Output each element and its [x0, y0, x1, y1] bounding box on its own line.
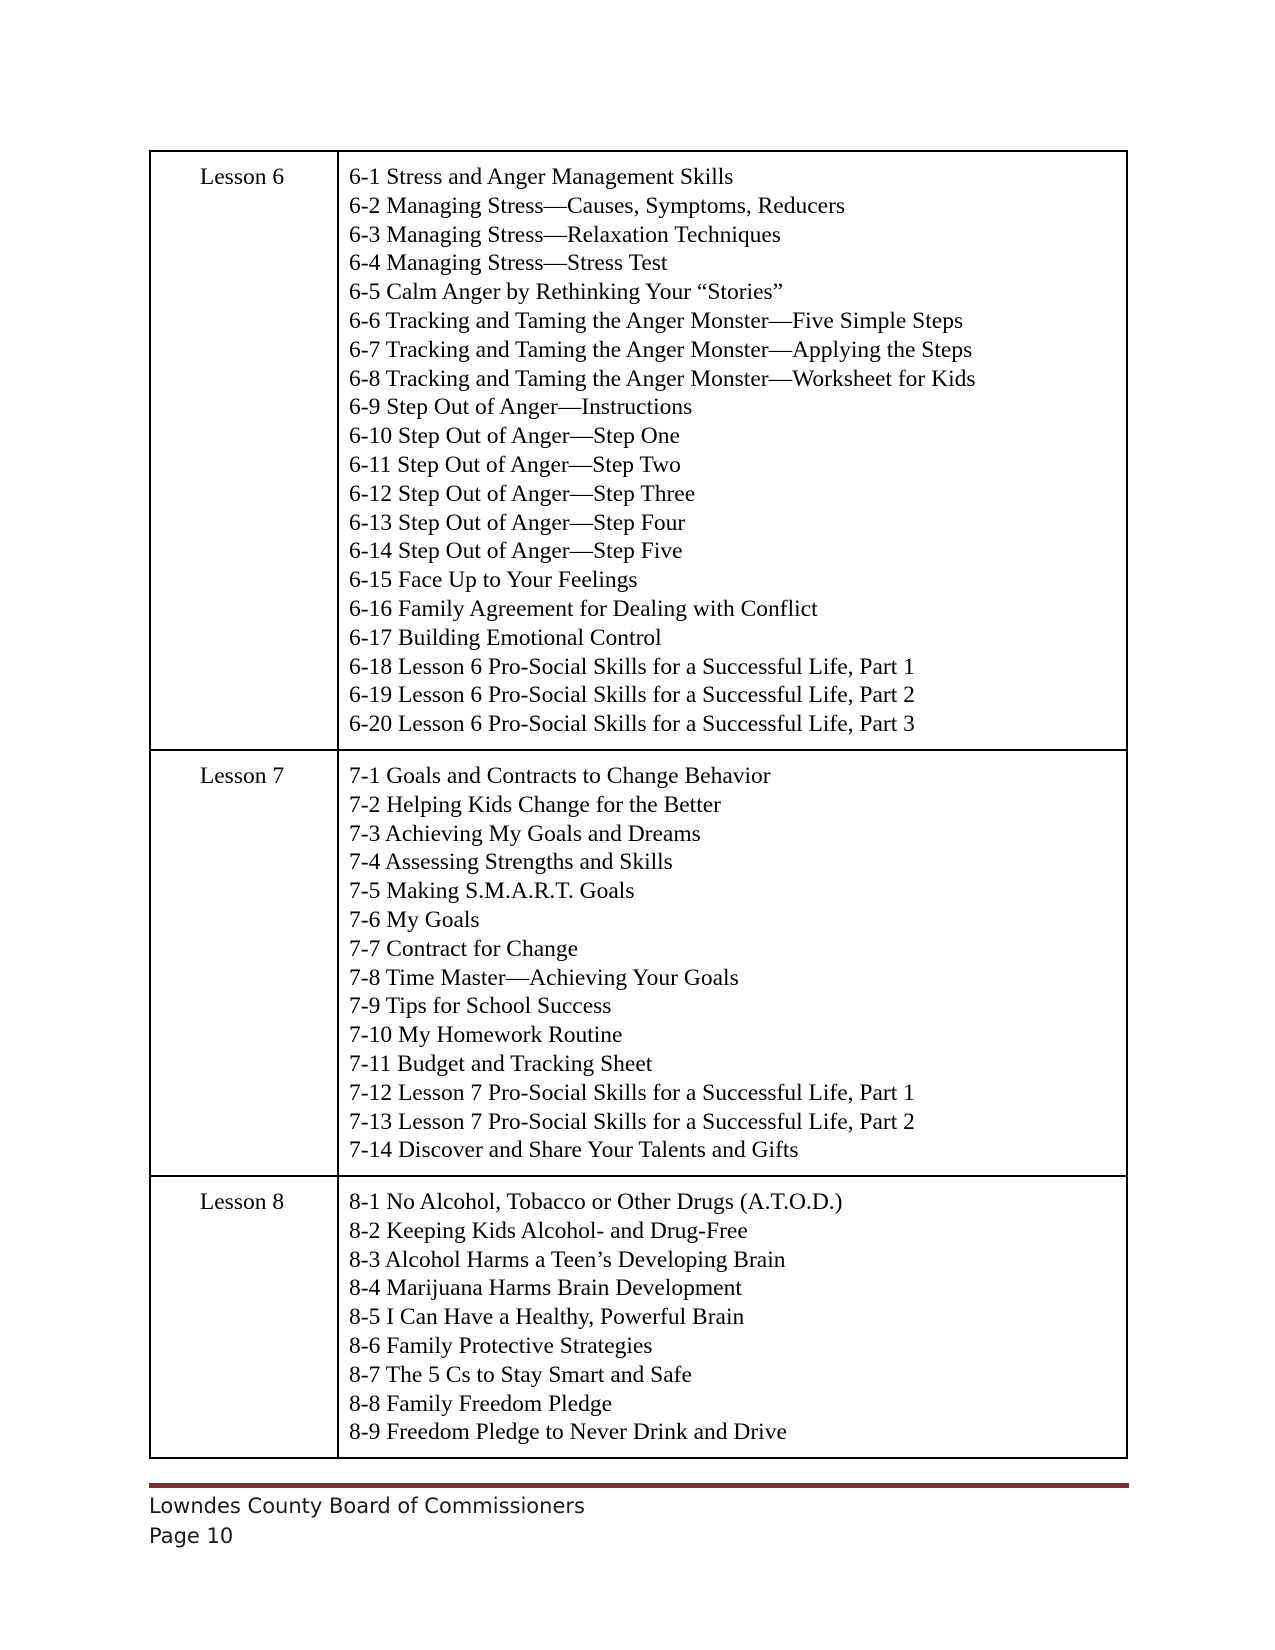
lesson-name: Lesson 8 [150, 1176, 338, 1458]
lesson-item: 6-4 Managing Stress—Stress Test [349, 250, 668, 277]
lesson-item: 6-2 Managing Stress—Causes, Symptoms, Reducers [349, 192, 846, 219]
lesson-table-body [150, 151, 1127, 1458]
lesson-item: 7-14 Discover and Share Your Talents and Gifts [349, 1137, 799, 1164]
lesson-item: 6-14 Step Out of Anger—Step Five [349, 538, 683, 565]
lesson-item: 7-4 Assessing Strengths and Skills [349, 849, 673, 876]
footer-page-number: Page 10 [149, 1524, 234, 1548]
lesson-item: 7-3 Achieving My Goals and Dreams [349, 820, 701, 847]
lesson-item: 8-4 Marijuana Harms Brain Development [349, 1275, 742, 1302]
lesson-row [150, 1176, 1127, 1458]
lesson-item: 8-6 Family Protective Strategies [349, 1333, 653, 1360]
lesson-table [149, 150, 1128, 1459]
lesson-item: 7-2 Helping Kids Change for the Better [349, 791, 721, 818]
lesson-item: 6-19 Lesson 6 Pro-Social Skills for a Successful Life, Part 2 [349, 682, 915, 709]
lesson-item: 8-5 I Can Have a Healthy, Powerful Brain [349, 1304, 745, 1331]
lesson-item: 6-15 Face Up to Your Feelings [349, 567, 638, 594]
lesson-item: 8-9 Freedom Pledge to Never Drink and Drive [349, 1419, 787, 1446]
lesson-row [150, 750, 1127, 1176]
lesson-item: 7-11 Budget and Tracking Sheet [349, 1050, 653, 1077]
lesson-item: 6-8 Tracking and Taming the Anger Monster—Worksheet for Kids [349, 365, 976, 392]
lesson-item: 6-5 Calm Anger by Rethinking Your “Stories” [349, 279, 784, 306]
lesson-item: 6-10 Step Out of Anger—Step One [349, 423, 680, 450]
page-footer [149, 1491, 585, 1551]
lesson-item: 7-1 Goals and Contracts to Change Behavior [349, 762, 771, 789]
lesson-item: 8-7 The 5 Cs to Stay Smart and Safe [349, 1361, 692, 1388]
lesson-items [338, 1176, 1127, 1458]
lesson-item: 7-10 My Homework Routine [349, 1022, 623, 1049]
lesson-name: Lesson 7 [150, 750, 338, 1176]
lesson-item: 6-11 Step Out of Anger—Step Two [349, 451, 681, 478]
lesson-item: 6-17 Building Emotional Control [349, 624, 662, 651]
lesson-item: 7-5 Making S.M.A.R.T. Goals [349, 878, 635, 905]
lesson-item: 7-6 My Goals [349, 906, 480, 933]
lesson-item: 6-3 Managing Stress—Relaxation Techniques [349, 221, 781, 248]
lesson-item: 6-12 Step Out of Anger—Step Three [349, 480, 696, 507]
lesson-item: 8-1 No Alcohol, Tobacco or Other Drugs (A.T.O.D.) [349, 1189, 843, 1216]
lesson-item: 6-9 Step Out of Anger—Instructions [349, 394, 693, 421]
lesson-name: Lesson 6 [150, 151, 338, 750]
lesson-item: 7-9 Tips for School Success [349, 993, 612, 1020]
lesson-item: 7-13 Lesson 7 Pro-Social Skills for a Successful Life, Part 2 [349, 1108, 915, 1135]
lesson-item: 6-13 Step Out of Anger—Step Four [349, 509, 686, 536]
lesson-item: 7-12 Lesson 7 Pro-Social Skills for a Successful Life, Part 1 [349, 1079, 915, 1106]
footer-rule [149, 1483, 1129, 1488]
lesson-item: 6-7 Tracking and Taming the Anger Monster—Applying the Steps [349, 336, 973, 363]
lesson-item: 8-2 Keeping Kids Alcohol- and Drug-Free [349, 1217, 748, 1244]
lesson-items [338, 750, 1127, 1176]
lesson-item: 6-18 Lesson 6 Pro-Social Skills for a Successful Life, Part 1 [349, 653, 915, 680]
lesson-row [150, 151, 1127, 750]
lesson-item: 6-6 Tracking and Taming the Anger Monster—Five Simple Steps [349, 307, 964, 334]
lesson-item: 6-16 Family Agreement for Dealing with Conflict [349, 595, 818, 622]
lesson-item: 8-3 Alcohol Harms a Teen’s Developing Brain [349, 1246, 786, 1273]
lesson-item: 6-20 Lesson 6 Pro-Social Skills for a Successful Life, Part 3 [349, 711, 915, 738]
footer-organization: Lowndes County Board of Commissioners [149, 1494, 585, 1518]
lesson-item: 7-8 Time Master—Achieving Your Goals [349, 964, 739, 991]
lesson-item: 8-8 Family Freedom Pledge [349, 1390, 613, 1417]
lesson-item: 7-7 Contract for Change [349, 935, 579, 962]
lesson-item: 6-1 Stress and Anger Management Skills [349, 164, 734, 190]
lesson-items [338, 151, 1127, 750]
